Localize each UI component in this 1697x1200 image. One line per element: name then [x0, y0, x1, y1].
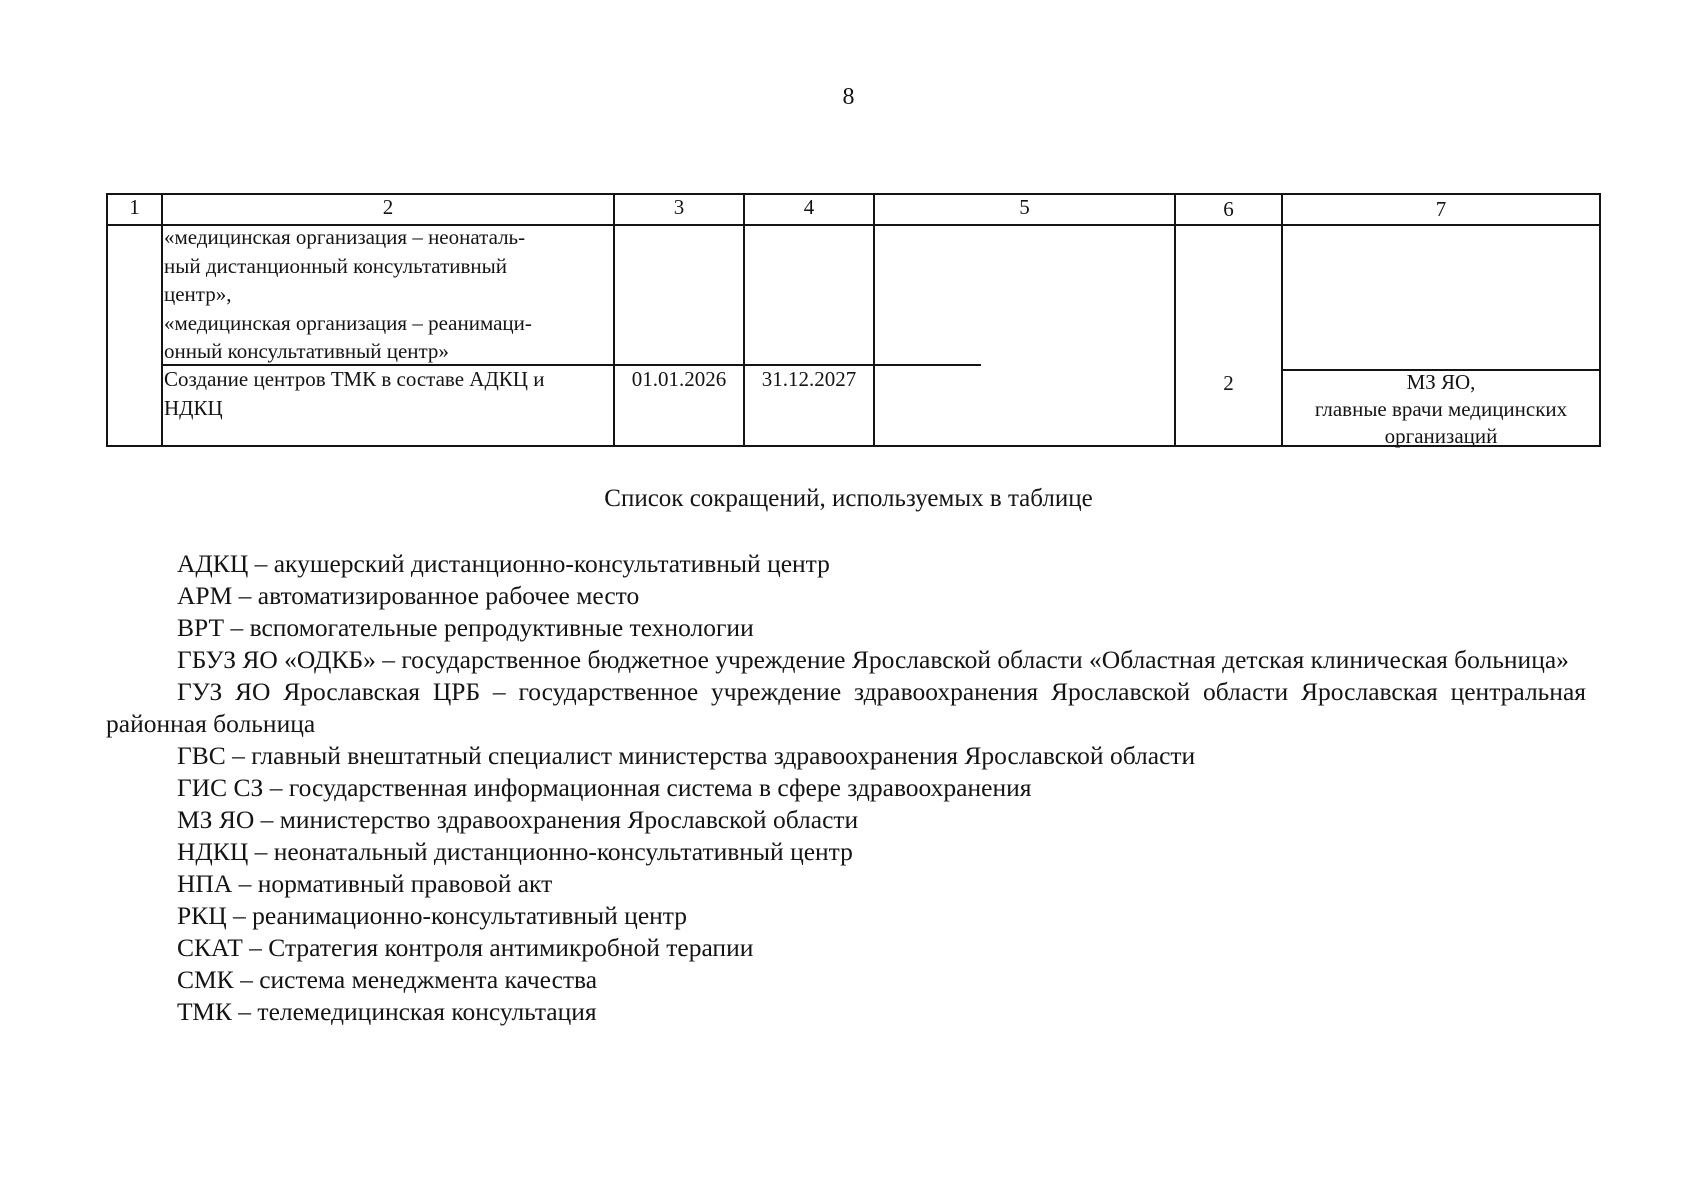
col-border-2-3	[613, 193, 615, 447]
abbreviation-item: ТМК – телемедицинская консультация	[177, 997, 597, 1026]
row2-description-line: НДКЦ	[164, 395, 223, 420]
abbreviation-item: РКЦ – реанимационно-консультативный центр	[177, 901, 687, 930]
abbreviation-item: НПА – нормативный правовой акт	[177, 869, 553, 898]
page-number: 8	[842, 84, 855, 110]
row1-description-line: онный консультативный центр»	[164, 339, 449, 363]
column-number-4: 4	[803, 195, 815, 219]
col-border-1-2	[161, 193, 163, 447]
col-border-left	[106, 193, 108, 447]
abbreviation-item: СКАТ – Стратегия контроля антимикробной терапии	[177, 933, 754, 962]
col-border-3-4	[743, 193, 745, 447]
abbreviation-item: ГВС – главный внештатный специалист министерства здравоохранения Ярославской области	[177, 741, 1196, 770]
column-number-3: 3	[673, 195, 685, 219]
column-number-1: 1	[129, 195, 140, 219]
row1-description-line: «медицинская организация – неонаталь-	[164, 225, 526, 249]
abbreviation-item: НДКЦ – неонатальный дистанционно-консультативный центр	[177, 837, 853, 866]
row2-responsible-line: главные врачи медицинских	[1314, 397, 1568, 421]
row1-description-line: центр»,	[164, 282, 232, 306]
row2-end-date: 31.12.2027	[761, 367, 857, 391]
abbreviation-item: ГИС СЗ – государственная информационная система в сфере здравоохранения	[177, 773, 1032, 802]
column-number-6: 6	[1223, 197, 1234, 221]
column-number-5: 5	[1019, 195, 1030, 219]
abbreviation-item: ВРТ – вспомогательные репродуктивные технологии	[177, 613, 754, 642]
col-border-4-5	[873, 193, 875, 447]
plan-table	[106, 193, 1601, 453]
row2-col6-value: 2	[1223, 371, 1234, 395]
abbreviation-item: АДКЦ – акушерский дистанционно-консультативный центр	[177, 549, 830, 578]
row1-description	[164, 223, 612, 366]
col-border-right	[1599, 193, 1601, 447]
column-number-7: 7	[1435, 197, 1447, 221]
row2-responsible	[1283, 369, 1599, 450]
column-number-2: 2	[382, 195, 394, 219]
col-border-5-6	[1174, 193, 1176, 447]
row2-responsible-line: организаций	[1384, 424, 1498, 448]
row1-description-line: «медицинская организация – реанимаци-	[164, 310, 532, 335]
abbreviation-item: ГУЗ ЯО Ярославская ЦРБ – государственное учреждение здравоохранения Ярославской области Ярославская центральная районная больница	[106, 677, 1586, 738]
row2-responsible-line: МЗ ЯО,	[1406, 370, 1476, 394]
abbreviations-title: Список сокращений, используемых в таблице	[604, 485, 1093, 512]
row2-description	[164, 365, 612, 422]
row2-description-line: Создание центров ТМК в составе АДКЦ и	[164, 367, 545, 391]
abbreviation-item: АРМ – автоматизированное рабочее место	[177, 581, 640, 610]
abbreviations-list	[106, 548, 1586, 1028]
row1-description-line: ный дистанционный консультативный	[164, 253, 508, 278]
row2-start-date: 01.01.2026	[631, 367, 727, 391]
abbreviation-item: МЗ ЯО – министерство здравоохранения Ярославской области	[177, 805, 859, 834]
abbreviation-item: СМК – система менеджмента качества	[177, 965, 598, 994]
abbreviation-item: ГБУЗ ЯО «ОДКБ» – государственное бюджетное учреждение Ярославской области «Областная детская клиническая больница»	[177, 645, 1569, 674]
